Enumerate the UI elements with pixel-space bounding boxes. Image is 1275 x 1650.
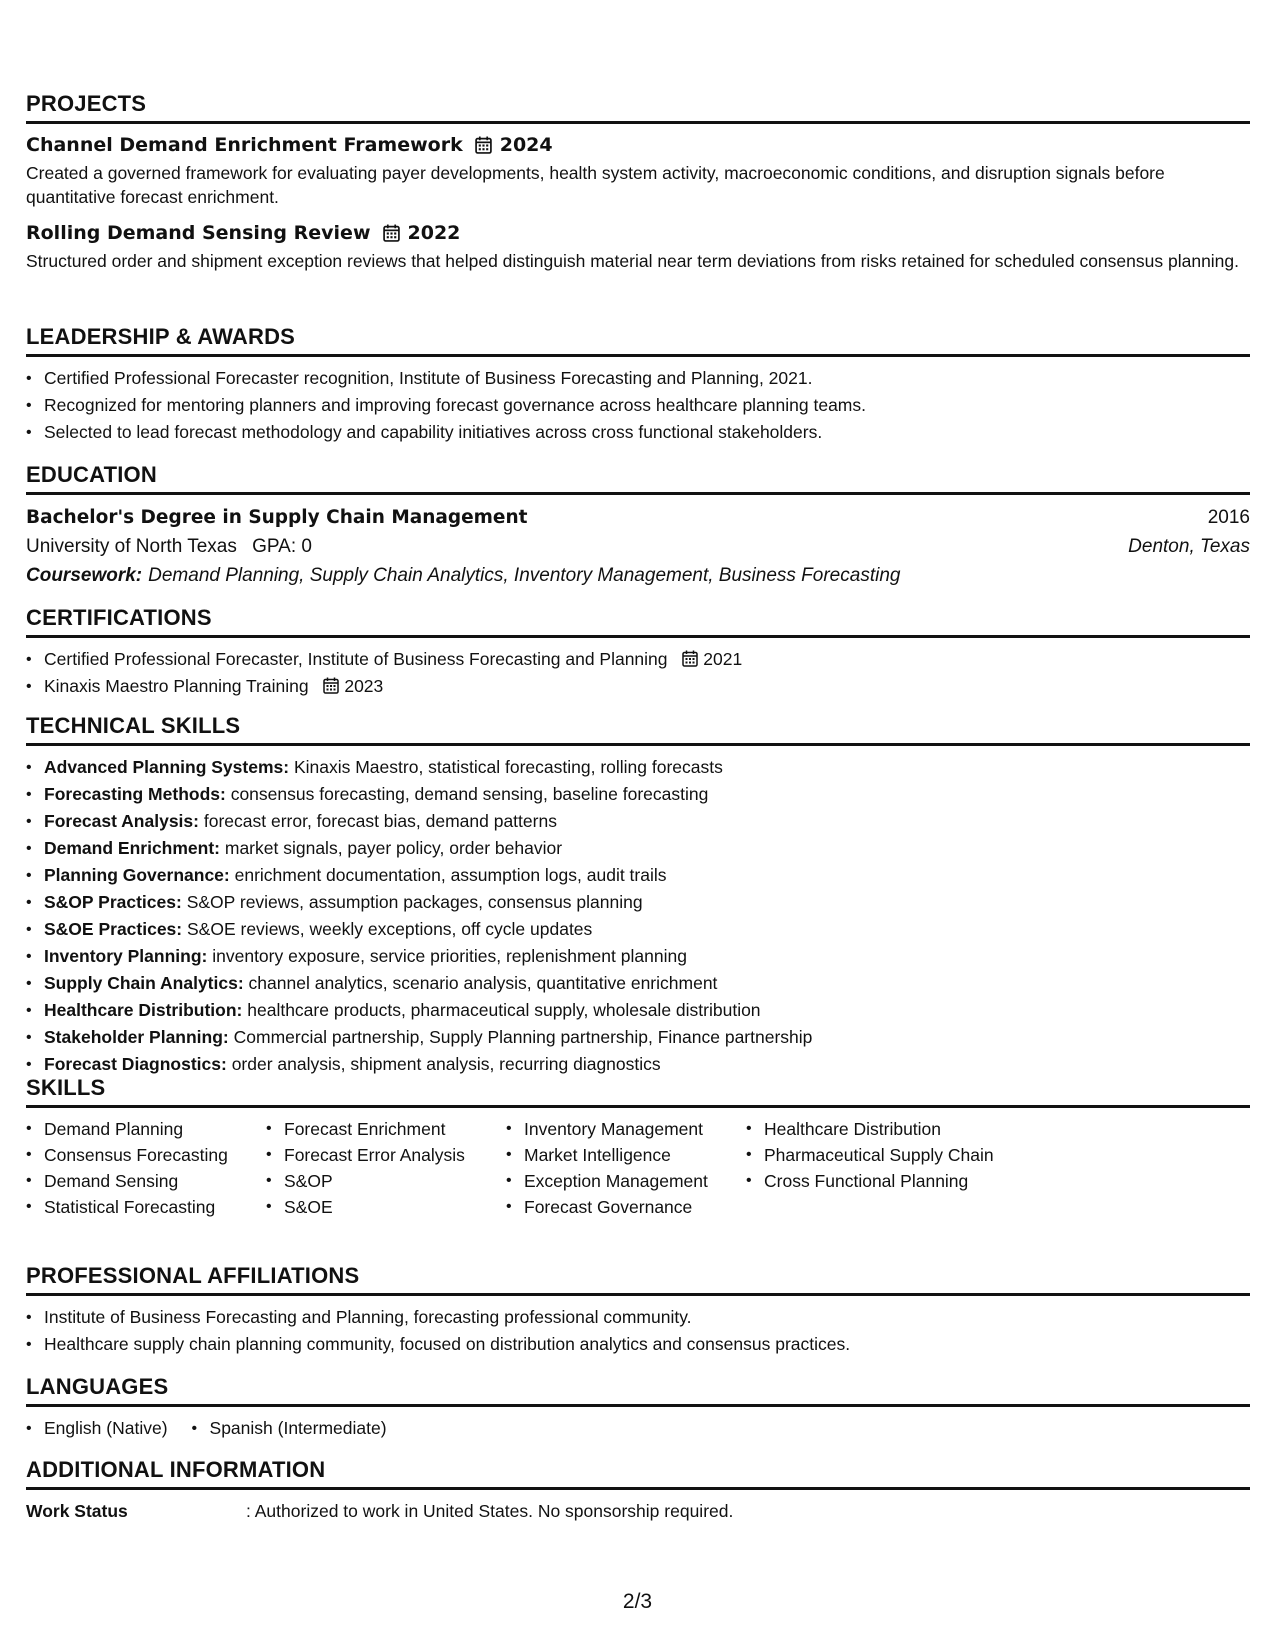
additional-info-section bbox=[26, 1456, 1250, 1524]
skills-grid bbox=[26, 1116, 1250, 1220]
project-year: 2024 bbox=[499, 134, 553, 156]
skill-value: forecast error, forecast bias, demand patterns bbox=[203, 811, 557, 831]
certification-name: Kinaxis Maestro Planning Training bbox=[44, 676, 309, 696]
project-description: Structured order and shipment exception reviews that helped distinguish material near term deviations from risks retained for scheduled consensus planning. bbox=[26, 251, 1240, 271]
list-item: • Demand Planning bbox=[44, 1116, 266, 1142]
school-name: University of North Texas bbox=[26, 536, 237, 557]
skill-label: Healthcare Distribution: bbox=[44, 1000, 243, 1020]
skill-value: S&OE reviews, weekly exceptions, off cycle updates bbox=[187, 919, 593, 939]
skill-label: Forecast Analysis: bbox=[44, 811, 199, 831]
list-item: • Institute of Business Forecasting and Planning, forecasting professional community. bbox=[44, 1304, 1250, 1331]
technical-skills-section bbox=[26, 712, 1250, 1078]
skill-label: Stakeholder Planning: bbox=[44, 1027, 229, 1047]
list-item: • Recognized for mentoring planners and improving forecast governance across healthcare planning teams. bbox=[44, 392, 1250, 419]
section-divider bbox=[26, 1293, 1250, 1296]
list-item bbox=[44, 1024, 1250, 1051]
list-item bbox=[44, 781, 1250, 808]
skill-value: inventory exposure, service priorities, replenishment planning bbox=[212, 946, 687, 966]
section-divider bbox=[26, 1487, 1250, 1490]
list-item bbox=[44, 862, 1250, 889]
list-item: • Consensus Forecasting bbox=[44, 1142, 266, 1168]
section-divider bbox=[26, 743, 1250, 746]
skills-column bbox=[746, 1116, 1026, 1220]
project-name: Rolling Demand Sensing Review bbox=[26, 222, 371, 244]
technical-skills-heading: TECHNICAL SKILLS bbox=[26, 713, 241, 738]
list-item bbox=[44, 808, 1250, 835]
list-item bbox=[44, 943, 1250, 970]
leadership-section bbox=[26, 323, 1250, 446]
list-item bbox=[44, 997, 1250, 1024]
page-number: 2/3 bbox=[622, 1590, 653, 1613]
affiliations-section bbox=[26, 1262, 1250, 1358]
skill-label: Planning Governance: bbox=[44, 865, 230, 885]
list-item bbox=[44, 646, 1250, 673]
project-item bbox=[26, 220, 1250, 273]
skill-label: Forecast Diagnostics: bbox=[44, 1054, 227, 1074]
leadership-heading: LEADERSHIP & AWARDS bbox=[26, 324, 296, 349]
section-divider bbox=[26, 121, 1250, 124]
list-item: • Healthcare supply chain planning community, focused on distribution analytics and consensus practices. bbox=[44, 1331, 1250, 1358]
skills-section bbox=[26, 1074, 1250, 1220]
skill-value: channel analytics, scenario analysis, quantitative enrichment bbox=[248, 973, 718, 993]
education-heading: EDUCATION bbox=[26, 462, 157, 487]
calendar-icon bbox=[475, 136, 492, 154]
calendar-icon bbox=[323, 677, 339, 694]
project-year: 2022 bbox=[407, 222, 461, 244]
graduation-year: 2016 bbox=[1207, 507, 1250, 528]
calendar-icon bbox=[682, 650, 698, 667]
certification-year: 2021 bbox=[703, 649, 743, 669]
skill-value: healthcare products, pharmaceutical supply, wholesale distribution bbox=[247, 1000, 761, 1020]
leadership-list bbox=[26, 365, 1250, 446]
skill-label: Advanced Planning Systems: bbox=[44, 757, 290, 777]
technical-skills-list bbox=[26, 754, 1250, 1078]
skill-value: consensus forecasting, demand sensing, baseline forecasting bbox=[230, 784, 709, 804]
skills-heading: SKILLS bbox=[26, 1075, 106, 1100]
list-item: • Exception Management bbox=[524, 1168, 746, 1194]
list-item bbox=[44, 970, 1250, 997]
skill-label: Forecasting Methods: bbox=[44, 784, 226, 804]
section-divider bbox=[26, 635, 1250, 638]
skill-label: S&OP Practices: bbox=[44, 892, 182, 912]
list-item: • S&OP bbox=[284, 1168, 506, 1194]
certifications-heading: CERTIFICATIONS bbox=[26, 605, 212, 630]
additional-info-heading: ADDITIONAL INFORMATION bbox=[26, 1457, 326, 1482]
work-status-row bbox=[26, 1498, 1250, 1524]
work-status-label: Work Status bbox=[26, 1501, 128, 1521]
list-item: • Healthcare Distribution bbox=[764, 1116, 1026, 1142]
project-name: Channel Demand Enrichment Framework bbox=[26, 134, 463, 156]
affiliations-heading: PROFESSIONAL AFFILIATIONS bbox=[26, 1263, 360, 1288]
certification-year: 2023 bbox=[344, 676, 384, 696]
list-item: • Forecast Enrichment bbox=[284, 1116, 506, 1142]
languages-list bbox=[26, 1415, 1250, 1442]
section-divider bbox=[26, 1105, 1250, 1108]
certification-name: Certified Professional Forecaster, Institute of Business Forecasting and Planning bbox=[44, 649, 668, 669]
skills-column bbox=[266, 1116, 506, 1220]
list-item: • Statistical Forecasting bbox=[44, 1194, 266, 1220]
skill-value: order analysis, shipment analysis, recurring diagnostics bbox=[231, 1054, 661, 1074]
list-item bbox=[44, 754, 1250, 781]
languages-section bbox=[26, 1373, 1250, 1442]
skill-value: market signals, payer policy, order behavior bbox=[224, 838, 563, 858]
list-item: • Certified Professional Forecaster recognition, Institute of Business Forecasting and Planning, 2021. bbox=[44, 365, 1250, 392]
skill-label: Inventory Planning: bbox=[44, 946, 208, 966]
section-divider bbox=[26, 492, 1250, 495]
list-item bbox=[44, 673, 1250, 700]
skill-label: Supply Chain Analytics: bbox=[44, 973, 244, 993]
list-item: • S&OE bbox=[284, 1194, 506, 1220]
list-item bbox=[44, 889, 1250, 916]
section-divider bbox=[26, 354, 1250, 357]
coursework-label: Coursework: bbox=[26, 565, 143, 586]
list-item: • Inventory Management bbox=[524, 1116, 746, 1142]
gpa: GPA: 0 bbox=[252, 536, 312, 557]
list-item: • Spanish (Intermediate) bbox=[192, 1415, 387, 1442]
list-item: • Forecast Governance bbox=[524, 1194, 746, 1220]
school-location: Denton, Texas bbox=[1128, 536, 1250, 557]
skills-column bbox=[26, 1116, 266, 1220]
skill-value: S&OP reviews, assumption packages, consensus planning bbox=[186, 892, 643, 912]
list-item: • English (Native) bbox=[26, 1415, 168, 1442]
list-item: • Selected to lead forecast methodology and capability initiatives across cross functional stakeholders. bbox=[44, 419, 1250, 446]
degree-title: Bachelor's Degree in Supply Chain Management bbox=[26, 507, 528, 528]
list-item: • Cross Functional Planning bbox=[764, 1168, 1026, 1194]
list-item: • Market Intelligence bbox=[524, 1142, 746, 1168]
projects-heading: PROJECTS bbox=[26, 91, 147, 116]
list-item: • Pharmaceutical Supply Chain bbox=[764, 1142, 1026, 1168]
list-item: • Demand Sensing bbox=[44, 1168, 266, 1194]
project-description: Created a governed framework for evaluating payer developments, health system activity, macroeconomic conditions, and disruption signals before quantitative forecast enrichment. bbox=[26, 163, 1165, 207]
projects-section bbox=[26, 90, 1250, 273]
list-item bbox=[44, 835, 1250, 862]
affiliations-list bbox=[26, 1304, 1250, 1358]
coursework-list: Demand Planning, Supply Chain Analytics, Inventory Management, Business Forecasting bbox=[148, 565, 901, 586]
skill-value: Commercial partnership, Supply Planning partnership, Finance partnership bbox=[233, 1027, 813, 1047]
languages-heading: LANGUAGES bbox=[26, 1374, 169, 1399]
project-item bbox=[26, 132, 1250, 209]
certifications-list bbox=[26, 646, 1250, 700]
work-status-value: : Authorized to work in United States. No sponsorship required. bbox=[246, 1501, 734, 1521]
skills-column bbox=[506, 1116, 746, 1220]
education-section bbox=[26, 461, 1250, 590]
list-item bbox=[44, 916, 1250, 943]
skill-value: enrichment documentation, assumption logs, audit trails bbox=[234, 865, 667, 885]
calendar-icon bbox=[383, 224, 400, 242]
section-divider bbox=[26, 1404, 1250, 1407]
skill-label: S&OE Practices: bbox=[44, 919, 183, 939]
certifications-section bbox=[26, 604, 1250, 700]
skill-value: Kinaxis Maestro, statistical forecasting, rolling forecasts bbox=[293, 757, 723, 777]
list-item: • Forecast Error Analysis bbox=[284, 1142, 506, 1168]
skill-label: Demand Enrichment: bbox=[44, 838, 220, 858]
